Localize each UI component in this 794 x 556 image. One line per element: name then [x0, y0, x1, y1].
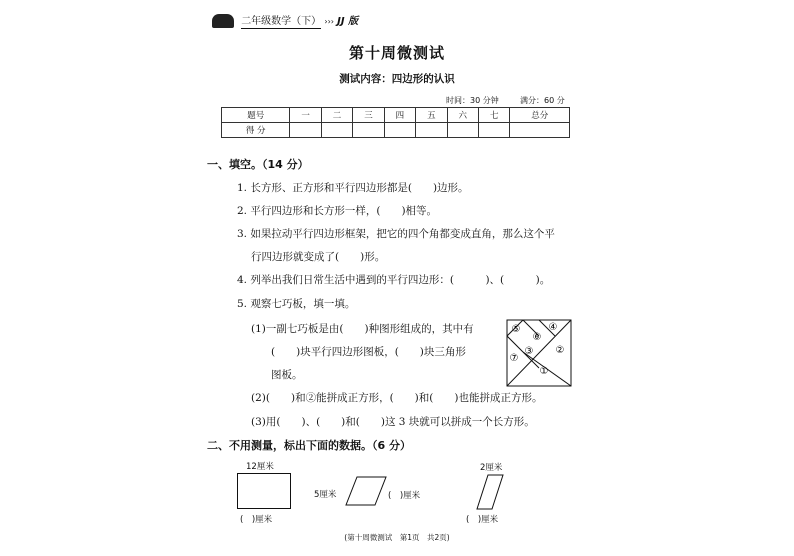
table-row [222, 123, 570, 138]
tangram-diagram [506, 319, 572, 387]
parallelogram-left-label: 5厘米 [314, 490, 337, 500]
page-header [212, 12, 358, 28]
question-5-1-line1: (1)一副七巧板是由( )种图形组成的，其中有 [251, 323, 474, 335]
tangram-piece-1: ① [539, 366, 549, 377]
time-limit: 时间：30 分钟 [446, 96, 499, 105]
question-2: 2. 平行四边形和长方形一样，( )相等。 [237, 205, 438, 217]
question-5-2: (2)( )和②能拼成正方形，( )和( )也能拼成正方形。 [251, 392, 543, 404]
score-entry[interactable] [290, 123, 321, 138]
tangram-piece-2: ② [555, 345, 565, 356]
section-heading: 二、不用测量，标出下面的数据。（6 分） [207, 439, 411, 452]
parallelogram2-shape [476, 474, 504, 510]
question-5-1-line3: 图板。 [271, 369, 303, 381]
table-row [222, 108, 570, 123]
table-cell: 五 [416, 108, 447, 123]
question-1: 1. 长方形、正方形和平行四边形都是( )边形。 [237, 182, 469, 194]
question-3-line1: 3. 如果拉动平行四边形框架，把它的四个角都变成直角，那么这个平 [237, 228, 555, 240]
table-cell: 得 分 [222, 123, 290, 138]
grade-label: 二年级数学（下） [241, 16, 322, 27]
table-cell: 题号 [222, 108, 290, 123]
table-cell: 四 [384, 108, 415, 123]
score-entry[interactable] [353, 123, 384, 138]
question-5-1-line2: ( )块平行四边形图板，( )块三角形 [271, 346, 466, 358]
score-entry[interactable] [321, 123, 352, 138]
arrows-glyph: ››› [324, 17, 334, 26]
table-cell: 总分 [510, 108, 570, 123]
table-cell: 一 [290, 108, 321, 123]
tangram-piece-5: ⑤ [511, 324, 521, 335]
score-entry[interactable] [447, 123, 478, 138]
question-4: 4. 列举出我们日常生活中遇到的平行四边形：( )、( )。 [237, 274, 551, 286]
rectangle-shape [237, 473, 291, 509]
score-table [221, 107, 570, 138]
section-heading: 一、填空。（14 分） [207, 158, 309, 171]
question-3-line2: 行四边形就变成了( )形。 [251, 251, 386, 263]
page-subtitle: 测试内容：四边形的认识 [339, 73, 455, 85]
question-5: 5. 观察七巧板，填一填。 [237, 298, 356, 310]
version-label: JJ 版 [337, 16, 359, 27]
table-cell: 六 [447, 108, 478, 123]
table-cell: 三 [353, 108, 384, 123]
tangram-piece-4: ④ [548, 322, 558, 333]
tangram-piece-3: ③ [524, 346, 534, 357]
tangram-piece-6: ⑥ [532, 332, 542, 343]
score-entry[interactable] [510, 123, 570, 138]
parallelogram2-bottom-label: ( )厘米 [466, 515, 499, 525]
page-title: 第十周微测试 [348, 44, 445, 62]
full-score: 满分：60 分 [520, 96, 565, 105]
score-entry[interactable] [416, 123, 447, 138]
table-cell: 二 [321, 108, 352, 123]
parallelogram-right-label: ( )厘米 [388, 491, 421, 501]
mascot-icon [212, 14, 234, 28]
page-footer: (第十周微测试 第1页 共2页) [344, 533, 450, 542]
rect-bottom-label: ( )厘米 [240, 515, 273, 525]
tangram-piece-7: ⑦ [509, 353, 519, 364]
rect-top-label: 12厘米 [246, 462, 274, 472]
score-entry[interactable] [384, 123, 415, 138]
parallelogram-shape [345, 476, 387, 506]
table-cell: 七 [479, 108, 510, 123]
score-entry[interactable] [479, 123, 510, 138]
question-5-3: (3)用( )、( )和( )这 3 块就可以拼成一个长方形。 [251, 416, 535, 428]
parallelogram2-top-label: 2厘米 [480, 463, 503, 473]
